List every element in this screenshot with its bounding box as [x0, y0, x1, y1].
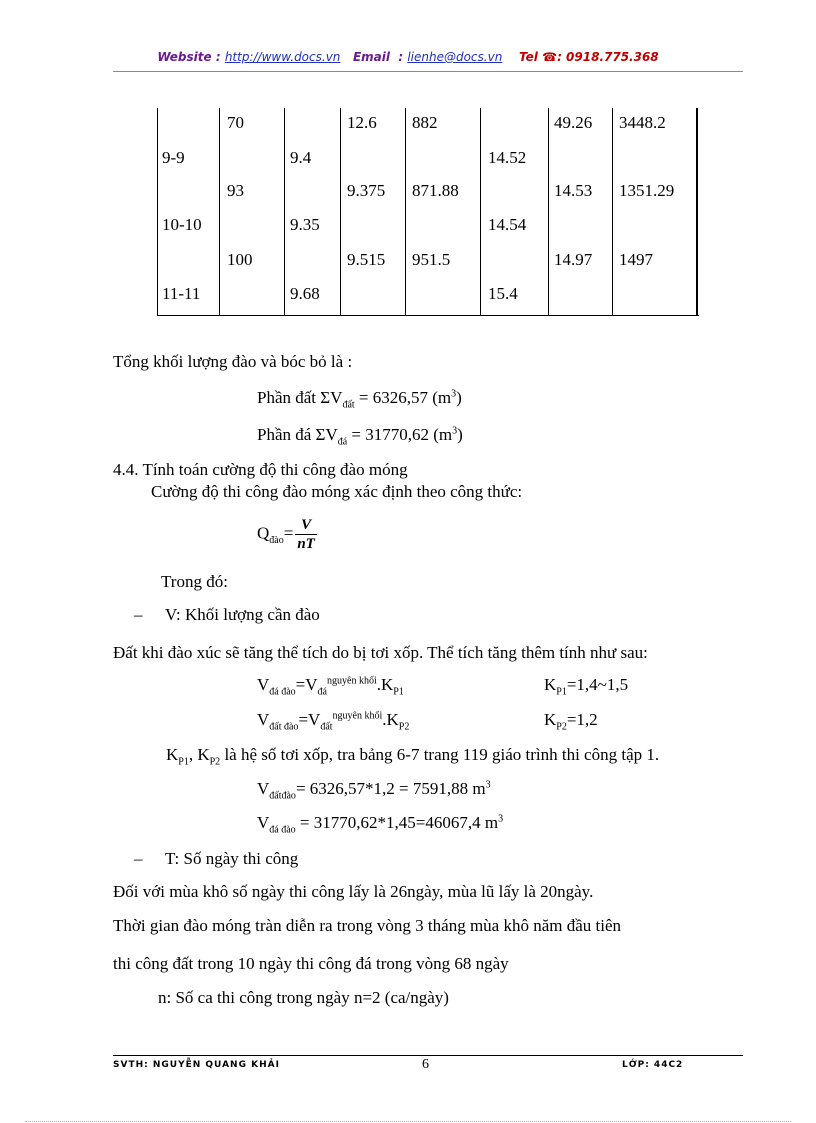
table-cell: 871.88 — [412, 181, 459, 200]
table-border-bottom — [157, 315, 699, 316]
table-col-divider — [548, 108, 549, 316]
table-cell: 3448.2 — [619, 113, 666, 132]
table-cell: 14.53 — [554, 181, 593, 200]
table-cell: 1351.29 — [619, 181, 675, 200]
bullet-dash: – — [134, 605, 143, 624]
footer-class: LỚP: 44C2 — [622, 1060, 684, 1070]
table-cell: 9.375 — [347, 181, 386, 200]
page-edge-dots — [25, 1121, 791, 1122]
page-number: 6 — [422, 1057, 429, 1072]
table-cell: 9.515 — [347, 250, 386, 269]
formula-soil-loosened: $V_{đất đào}=V_{đất}^{nguyên khối}.K_{P2}$ — [257, 710, 410, 733]
table-cell: 9.68 — [290, 284, 320, 303]
q-formula: $Q_{đào}=$ $\frac{V}{nT}$ — [257, 517, 315, 552]
table-cell: 11-11 — [162, 284, 201, 303]
formula-rock-loosened: $V_{đá đào}=V_{đá}^{nguyên khối}.K_{P1}$ — [257, 675, 404, 698]
calc-rock-volume: $V_{đá đào} = 31770,62*1,45=46067,4$ $m^3$ — [257, 813, 504, 836]
footer-rule — [113, 1055, 743, 1056]
table-cell: 12.6 — [347, 113, 377, 132]
total-intro: Tổng khối lượng đào và bóc bỏ là : — [113, 352, 353, 371]
header-rule — [113, 71, 743, 72]
dry-season-text: Đối với mùa khô số ngày thi công lấy là 26ngày, mùa lũ lấy là 20ngày. — [113, 882, 594, 901]
table-col-divider — [219, 108, 220, 316]
table-cell: 14.54 — [488, 215, 527, 234]
email-link[interactable]: lienhe@docs.vn — [407, 50, 503, 64]
data-table — [157, 108, 699, 316]
duration-text: Thời gian đào móng tràn diễn ra trong vòng 3 tháng mùa khô năm đầu tiên — [113, 916, 622, 935]
intensity-intro: Cường độ thi công đào móng xác định theo công thức: — [151, 482, 523, 501]
table-cell: 10-10 — [162, 215, 202, 234]
table-border-left — [157, 108, 158, 316]
tel-label: Tel — [519, 50, 538, 64]
table-col-divider — [480, 108, 481, 316]
table-cell: 9-9 — [162, 148, 185, 167]
shifts-text: n: Số ca thi công trong ngày n=2 (ca/ngày) — [158, 988, 449, 1007]
bullet-dash: – — [134, 849, 143, 868]
kp1-range: $K_{P1}=1,4\sim 1,5$ — [544, 675, 629, 698]
page-header: Website : http://www.docs.vn Email : lienhe@docs.vn Tel ☎: 0918.775.368 — [157, 50, 659, 64]
rock-volume-line: Phần đá $\Sigma V_{đá} = 31770,62$ $(m^3)$ — [257, 425, 463, 448]
v-definition: V: Khối lượng cần đào — [165, 605, 320, 624]
kp-explanation: $K_{P1}$, $K_{P2}$ là hệ số tơi xốp, tra bảng 6-7 trang 119 giáo trình thi công tập 1. — [166, 745, 660, 768]
table-cell: 14.97 — [554, 250, 593, 269]
soil-volume-line: Phần đất $\Sigma V_{đất} = 6326,57$ $(m^3)$ — [257, 388, 462, 411]
t-definition: T: Số ngày thi công — [165, 849, 299, 868]
table-cell: 1497 — [619, 250, 653, 269]
table-cell: 100 — [227, 250, 253, 269]
table-cell: 70 — [227, 113, 244, 132]
table-cell: 15.4 — [488, 284, 518, 303]
table-col-divider — [284, 108, 285, 316]
website-label: Website — [157, 50, 212, 64]
section-heading: 4.4. Tính toán cường độ thi công đào móng — [113, 460, 408, 479]
table-col-divider — [340, 108, 341, 316]
table-cell: 93 — [227, 181, 244, 200]
email-label: Email — [352, 50, 390, 64]
tel-number: 0918.775.368 — [566, 50, 659, 64]
table-cell: 9.4 — [290, 148, 312, 167]
table-col-divider — [405, 108, 406, 316]
duration-text-2: thi công đất trong 10 ngày thi công đá trong vòng 68 ngày — [113, 954, 509, 973]
phone-icon: ☎ — [542, 50, 558, 64]
table-cell: 14.52 — [488, 148, 527, 167]
footer-student: SVTH: NGUYỄN QUANG KHẢI — [113, 1060, 280, 1070]
table-cell: 882 — [412, 113, 438, 132]
table-border-right — [696, 108, 698, 316]
website-link[interactable]: http://www.docs.vn — [224, 50, 341, 64]
kp2-value: $K_{P2}=1,2$ — [544, 710, 598, 733]
calc-soil-volume: $V_{đấtđào}= 6326,57*1,2 = 7591,88$ $m^3$ — [257, 779, 491, 802]
table-cell: 9.35 — [290, 215, 320, 234]
where-label: Trong đó: — [161, 572, 228, 591]
table-cell: 951.5 — [412, 250, 451, 269]
fraction: $\frac{V}{nT}$ — [297, 517, 315, 552]
loosening-text: Đất khi đào xúc sẽ tăng thể tích do bị tơi xốp. Thể tích tăng thêm tính như sau: — [113, 643, 648, 662]
table-cell: 49.26 — [554, 113, 593, 132]
table-col-divider — [612, 108, 613, 316]
